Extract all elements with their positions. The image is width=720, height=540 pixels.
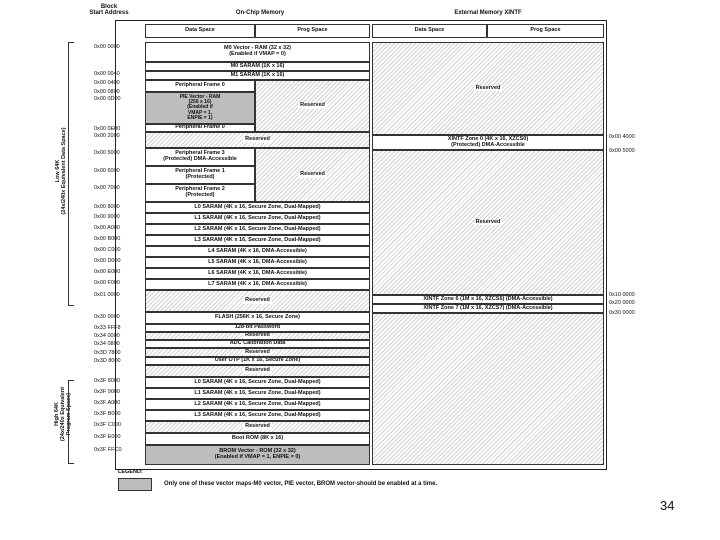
l3-saram-block: L3 SARAM (4K x 16, Secure Zone, Dual-Mapped) [145, 235, 370, 246]
external-header: External Memory XINTF [454, 10, 522, 16]
left-address-label: 0x00 C000 [94, 247, 121, 253]
right-address-label: 0x30 0000 [609, 310, 635, 316]
reserved-onchip-big: Reserved [145, 290, 370, 312]
reserved-prog-mid: Reserved [255, 148, 370, 202]
legend-note: Only one of these vector maps-M0 vector, PIE vector, BROM vector-should be enabled at a time. [164, 481, 438, 487]
right-address-label: 0x00 5000 [609, 148, 635, 154]
reserved-onchip-6: Reserved [145, 332, 370, 340]
prog-space-header-left: Prog Space [255, 24, 370, 38]
left-address-label: 0x00 A000 [94, 225, 120, 231]
xintf-zone0-block: XINTF Zone 0 (4K x 16, XZCS0) (Protected) DMA-Accessible [372, 135, 604, 150]
peripheral-frame-0-block: Peripheral Frame 0 [145, 80, 255, 92]
l2-saram-high-block: L2 SARAM (4K x 16, Secure Zone, Dual-Mapped) [145, 399, 370, 410]
low-64k-label: Low 64K (24x/240x Equivalent Data Space) [55, 127, 67, 215]
l4-saram-block: L4 SARAM (4K x 16, DMA-Accessible) [145, 246, 370, 257]
peripheral-frame-2-block: Peripheral Frame 2 (Protected) [145, 184, 255, 202]
left-address-label: 0x3F 8000 [94, 378, 120, 384]
left-address-label: 0x01 0000 [94, 292, 120, 298]
xintf-zone7-block: XINTF Zone 7 (1M x 16, XZCS7) (DMA-Accessible) [372, 304, 604, 313]
legend-title: LEGEND: [118, 469, 143, 475]
reserved-external-bottom [372, 313, 604, 465]
reserved-onchip-7: Reserved [145, 348, 370, 357]
left-address-label: 0x00 B000 [94, 236, 121, 242]
right-address-label: 0x00 4000 [609, 134, 635, 140]
left-address-label: 0x3F 9000 [94, 389, 120, 395]
left-address-label: 0x34 0000 [94, 333, 120, 339]
left-address-label: 0x30 0000 [94, 314, 120, 320]
left-address-label: 0x00 0E00 [94, 126, 121, 132]
left-address-label: 0x00 6000 [94, 168, 120, 174]
l5-saram-block: L5 SARAM (4K x 16, DMA-Accessible) [145, 257, 370, 268]
left-address-label: 0x3F A000 [94, 400, 121, 406]
reserved-onchip-8: Reserved [145, 365, 370, 377]
high-64k-bracket [68, 380, 74, 464]
user-otp-block: User OTP (1K x 16, Secure Zone) [145, 357, 370, 365]
l1-saram-block: L1 SARAM (4K x 16, Secure Zone, Dual-Mapped) [145, 213, 370, 224]
on-chip-header: On-Chip Memory [235, 10, 285, 16]
left-address-label: 0x3F E000 [94, 434, 121, 440]
m1-saram-block: M1 SARAM (1K x 16) [145, 71, 370, 80]
prog-space-header-right: Prog Space [487, 24, 604, 38]
left-address-label: 0x00 0040 [94, 71, 120, 77]
l0-saram-high-block: L0 SARAM (4K x 16, Secure Zone, Dual-Mapped) [145, 377, 370, 388]
right-address-label: 0x20 0000 [609, 300, 635, 306]
high-64k-label: High 64K (24x/240x Equivalent Program Space) [54, 386, 72, 442]
left-address-label: 0x3F FFC0 [94, 447, 122, 453]
peripheral-frame-3-block: Peripheral Frame 3 (Protected) DMA-Accessible [145, 148, 255, 166]
left-address-label: 0x3F B000 [94, 411, 121, 417]
peripheral-frame-1-block: Peripheral Frame 1 (Protected) [145, 166, 255, 184]
l1-saram-high-block: L1 SARAM (4K x 16, Secure Zone, Dual-Mapped) [145, 388, 370, 399]
boot-rom-block: Boot ROM (8K x 16) [145, 433, 370, 445]
m0-saram-block: M0 SARAM (1K x 16) [145, 62, 370, 71]
left-address-label: 0x00 5000 [94, 150, 120, 156]
left-address-label: 0x00 2000 [94, 133, 120, 139]
left-address-label: 0x00 7000 [94, 185, 120, 191]
l0-saram-block: L0 SARAM (4K x 16, Secure Zone, Dual-Mapped) [145, 202, 370, 213]
left-address-label: 0x00 D000 [94, 258, 121, 264]
left-address-label: 0x00 0D00 [94, 96, 121, 102]
legend-swatch [118, 478, 152, 491]
left-address-label: 0x3F C000 [94, 422, 121, 428]
password-block: 128-bit Password [145, 324, 370, 332]
brom-vector-block: BROM Vector - ROM (32 x 32) (Enabled if VMAP = 1, ENPIE = 0) [145, 445, 370, 465]
l2-saram-block: L2 SARAM (4K x 16, Secure Zone, Dual-Mapped) [145, 224, 370, 235]
left-address-label: 0x00 E000 [94, 269, 121, 275]
data-space-header-left: Data Space [145, 24, 255, 38]
reserved-external-big: Reserved [372, 150, 604, 295]
m0-vector-block: M0 Vector - RAM (32 x 32) (Enabled if VMAP = 0) [145, 42, 370, 62]
peripheral-frame-0b-block: Peripheral Frame 0 [145, 124, 255, 132]
l6-saram-block: L6 SARAM (4K x 16, DMA-Accessible) [145, 268, 370, 279]
reserved-onchip-2: Reserved [145, 132, 370, 148]
left-address-label: 0x00 9000 [94, 214, 120, 220]
left-address-label: 0x00 0800 [94, 89, 120, 95]
left-address-label: 0x00 0400 [94, 80, 120, 86]
adc-calibration-block: ADC Calibration Data [145, 340, 370, 348]
left-address-label: 0x00 F000 [94, 280, 120, 286]
right-address-label: 0x10 0000 [609, 292, 635, 298]
left-address-label: 0x3D 8000 [94, 358, 121, 364]
left-address-label: 0x00 8000 [94, 204, 120, 210]
left-address-label: 0x00 0000 [94, 44, 120, 50]
block-start-header: Block Start Address [89, 4, 129, 16]
left-address-label: 0x33 FFF8 [94, 325, 121, 331]
left-address-label: 0x34 0800 [94, 341, 120, 347]
reserved-prog-top: Reserved [255, 80, 370, 132]
xintf-zone6-block: XINTF Zone 6 (1M x 16, XZCS6) (DMA-Accessible) [372, 295, 604, 304]
left-address-label: 0x3D 7800 [94, 350, 121, 356]
l3-saram-high-block: L3 SARAM (4K x 16, Secure Zone, Dual-Mapped) [145, 410, 370, 421]
flash-block: FLASH (256K x 16, Secure Zone) [145, 312, 370, 324]
l7-saram-block: L7 SARAM (4K x 16, DMA-Accessible) [145, 279, 370, 290]
reserved-external-top: Reserved [372, 42, 604, 135]
page-number: 34 [660, 498, 675, 513]
low-64k-bracket [68, 42, 74, 306]
pie-vector-block: PIE Vector - RAM (256 x 16) (Enabled if VMAP = 1, ENPIE = 1) [145, 92, 255, 124]
reserved-onchip-9: Reserved [145, 421, 370, 433]
data-space-header-right: Data Space [372, 24, 487, 38]
